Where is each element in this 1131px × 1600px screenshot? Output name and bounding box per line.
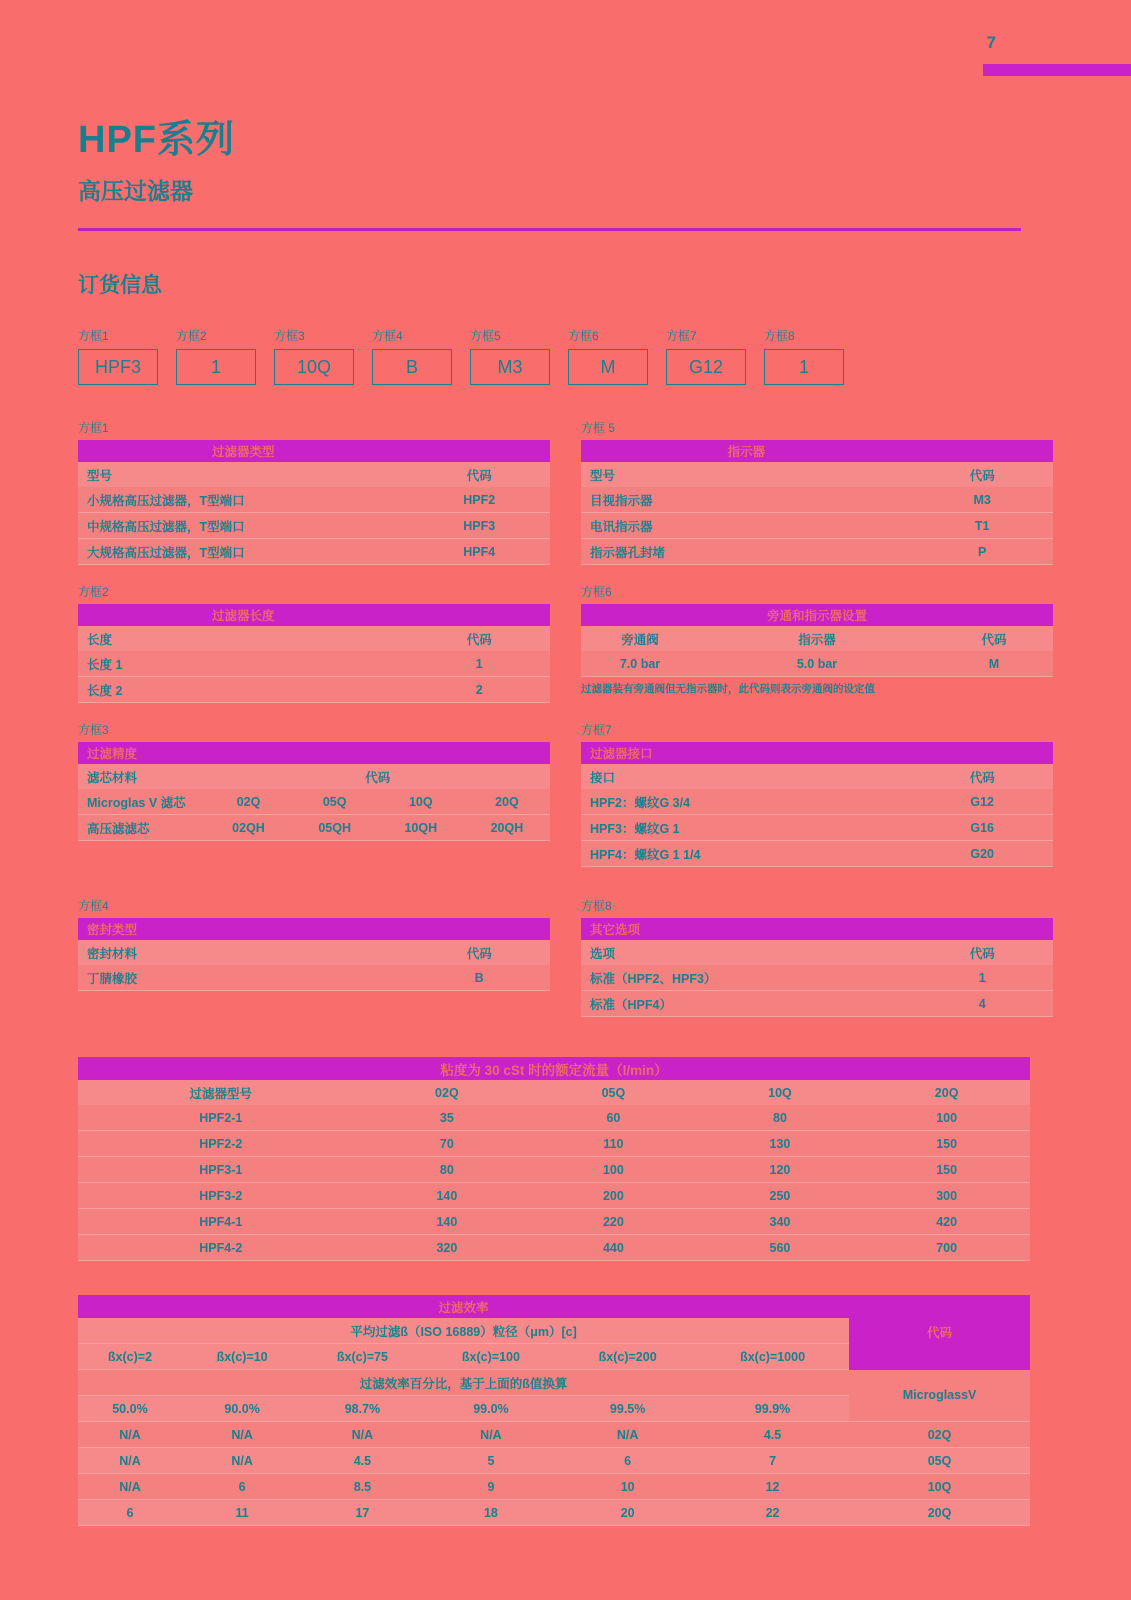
block-box6-caption: 方框6	[581, 585, 612, 599]
eff-row1-v5: N/A	[559, 1422, 696, 1448]
flow-row2-v3: 130	[697, 1131, 864, 1157]
efficiency-percent-caption: 过滤效率百分比，基于上面的ß值换算	[78, 1370, 849, 1396]
box6-row1-code: M	[935, 651, 1053, 677]
box5-row1-code: M3	[911, 487, 1053, 513]
box5-row3-code: P	[911, 539, 1053, 565]
code-box-3-value[interactable]: 10Q	[274, 349, 354, 385]
block-box4-caption: 方框4	[78, 899, 109, 913]
code-box-8-label: 方框8	[764, 329, 795, 343]
box3-row2-code2: 05QH	[292, 815, 378, 841]
eff-row1-v1: N/A	[78, 1422, 182, 1448]
block-box7	[581, 721, 1053, 867]
block-box3	[78, 721, 550, 867]
block-box6	[581, 583, 1053, 703]
block-box1	[78, 419, 550, 565]
table-row	[78, 677, 550, 703]
eff-row1-code: 02Q	[849, 1422, 1030, 1448]
box3-col-code: 代码	[205, 764, 550, 789]
flow-row6-v4: 700	[863, 1235, 1030, 1261]
code-box-6-label: 方框6	[568, 329, 599, 343]
code-box-8-value[interactable]: 1	[764, 349, 844, 385]
box1-table	[78, 440, 550, 565]
table-row	[78, 487, 550, 513]
flow-row1-v2: 60	[530, 1105, 697, 1131]
flow-rate-col-2: 05Q	[530, 1080, 697, 1105]
eff-row1-v2: N/A	[182, 1422, 302, 1448]
box6-col-bypass: 旁通阀	[581, 626, 699, 651]
box4-subheader-row	[78, 940, 550, 965]
flow-row1-v4: 100	[863, 1105, 1030, 1131]
box1-col-model: 型号	[78, 462, 408, 487]
box8-col-code: 代码	[911, 940, 1053, 965]
table-row	[78, 1422, 1030, 1448]
box6-header-spacer-left	[581, 604, 699, 626]
section-title: 订货信息	[78, 274, 162, 297]
table-row	[78, 1474, 1030, 1500]
box5-col-model: 型号	[581, 462, 911, 487]
box1-header-spacer	[408, 440, 550, 462]
table-row	[78, 1500, 1030, 1526]
eff-row4-v5: 20	[559, 1500, 696, 1526]
box7-row3-code: G20	[911, 841, 1053, 867]
box6-note: 过滤器装有旁通阀但无指示器时，此代码则表示旁通阀的设定值	[581, 683, 875, 695]
efficiency-percent-3: 98.7%	[302, 1396, 422, 1422]
flow-row2-v2: 110	[530, 1131, 697, 1157]
box7-row2-name: HPF3：螺纹G 1	[581, 815, 911, 841]
eff-row2-v4: 5	[423, 1448, 560, 1474]
eff-row3-v6: 12	[696, 1474, 849, 1500]
flow-row3-model: HPF3-1	[78, 1157, 364, 1183]
flow-rate-title: 粘度为 30 cSt 时的额定流量（l/min）	[78, 1057, 1030, 1080]
efficiency-beta-col-1: ßx(c)=2	[78, 1344, 182, 1370]
box3-row2-code1: 02QH	[205, 815, 291, 841]
box1-header-row	[78, 440, 550, 462]
box6-table	[581, 604, 1053, 677]
block-box2	[78, 583, 550, 703]
block-box2-caption: 方框2	[78, 585, 109, 599]
efficiency-percent-5: 99.5%	[559, 1396, 696, 1422]
box2-table	[78, 604, 550, 703]
box6-col-code: 代码	[935, 626, 1053, 651]
box3-row1-code1: 02Q	[205, 789, 291, 815]
efficiency-beta-col-6: ßx(c)=1000	[696, 1344, 849, 1370]
flow-row6-v3: 560	[697, 1235, 864, 1261]
code-box-6	[568, 327, 648, 385]
box7-col-model: 接口	[581, 764, 911, 789]
box8-header-title: 其它选项	[581, 918, 1053, 940]
table-row	[78, 1157, 1030, 1183]
flow-rate-col-3: 10Q	[697, 1080, 864, 1105]
box6-row1-indicator: 5.0 bar	[699, 651, 935, 677]
table-row	[581, 991, 1053, 1017]
efficiency-beta-caption: 平均过滤ß（ISO 16889）粒径（μm）[c]	[78, 1318, 849, 1344]
box7-row2-code: G16	[911, 815, 1053, 841]
efficiency-percent-1: 50.0%	[78, 1396, 182, 1422]
eff-row4-v4: 18	[423, 1500, 560, 1526]
box8-subheader-row	[581, 940, 1053, 965]
efficiency-beta-col-3: ßx(c)=75	[302, 1344, 422, 1370]
flow-row4-model: HPF3-2	[78, 1183, 364, 1209]
efficiency-title-row	[78, 1295, 1030, 1318]
box6-header-row	[581, 604, 1053, 626]
box3-subheader-row	[78, 764, 550, 789]
code-box-5-label: 方框5	[470, 329, 501, 343]
box1-row1-name: 小规格高压过滤器，T型端口	[78, 487, 408, 513]
box7-row1-name: HPF2：螺纹G 3/4	[581, 789, 911, 815]
box8-header-row	[581, 918, 1053, 940]
table-row	[78, 1131, 1030, 1157]
table-row	[581, 487, 1053, 513]
box5-col-code: 代码	[911, 462, 1053, 487]
box6-header-title: 旁通和指示器设置	[699, 604, 935, 626]
flow-row3-v2: 100	[530, 1157, 697, 1183]
table-row	[581, 539, 1053, 565]
eff-row4-code: 20Q	[849, 1500, 1030, 1526]
box3-row2-code3: 10QH	[378, 815, 464, 841]
eff-row2-v6: 7	[696, 1448, 849, 1474]
box6-subheader-row	[581, 626, 1053, 651]
table-row	[78, 1183, 1030, 1209]
flow-row1-model: HPF2-1	[78, 1105, 364, 1131]
eff-row2-code: 05Q	[849, 1448, 1030, 1474]
code-box-4-label: 方框4	[372, 329, 403, 343]
eff-row3-code: 10Q	[849, 1474, 1030, 1500]
box7-col-code: 代码	[911, 764, 1053, 789]
code-box-7-value[interactable]: G12	[666, 349, 746, 385]
efficiency-code-header: 代码	[849, 1295, 1030, 1370]
box7-header-row	[581, 742, 1053, 764]
efficiency-beta-col-5: ßx(c)=200	[559, 1344, 696, 1370]
box1-row1-code: HPF2	[408, 487, 550, 513]
box8-row1-name: 标准（HPF2、HPF3）	[581, 965, 911, 991]
flow-row5-model: HPF4-1	[78, 1209, 364, 1235]
flow-row2-model: HPF2-2	[78, 1131, 364, 1157]
block-box5-caption: 方框 5	[581, 421, 616, 435]
eff-row3-v3: 8.5	[302, 1474, 422, 1500]
flow-row3-v1: 80	[364, 1157, 531, 1183]
header-accent-bar	[983, 64, 1131, 76]
efficiency-percent-4: 99.0%	[423, 1396, 560, 1422]
efficiency-percent-6: 99.9%	[696, 1396, 849, 1422]
code-box-7-label: 方框7	[666, 329, 697, 343]
table-row	[581, 815, 1053, 841]
box1-row2-name: 中规格高压过滤器，T型端口	[78, 513, 408, 539]
flow-rate-col-4: 20Q	[863, 1080, 1030, 1105]
efficiency-code-sub: MicroglassV	[849, 1370, 1030, 1422]
box6-header-spacer-right	[935, 604, 1053, 626]
title-divider	[78, 228, 1021, 231]
box2-header-spacer	[408, 604, 550, 626]
box8-col-model: 选项	[581, 940, 911, 965]
table-row	[78, 1209, 1030, 1235]
efficiency-beta-col-4: ßx(c)=100	[423, 1344, 560, 1370]
block-box4	[78, 897, 550, 1017]
box5-row1-name: 目视指示器	[581, 487, 911, 513]
box2-col-code: 代码	[408, 626, 550, 651]
code-box-2-value[interactable]: 1	[176, 349, 256, 385]
eff-row4-v2: 11	[182, 1500, 302, 1526]
box1-row3-name: 大规格高压过滤器，T型端口	[78, 539, 408, 565]
box2-row2-name: 长度 2	[78, 677, 408, 703]
table-row	[581, 789, 1053, 815]
box3-row2-name: 高压滤滤芯	[78, 815, 205, 841]
box8-row1-code: 1	[911, 965, 1053, 991]
table-row	[581, 965, 1053, 991]
box1-header-title: 过滤器类型	[78, 440, 408, 462]
box5-row3-name: 指示器孔封堵	[581, 539, 911, 565]
block-box8-caption: 方框8	[581, 899, 612, 913]
code-box-4-value[interactable]: B	[372, 349, 452, 385]
block-box5	[581, 419, 1053, 565]
page-subtitle: 高压过滤器	[78, 178, 193, 204]
flow-row5-v3: 340	[697, 1209, 864, 1235]
flow-rate-col-model: 过滤器型号	[78, 1080, 364, 1105]
code-box-2	[176, 327, 256, 385]
title-group	[0, 0, 1131, 206]
box4-header-title: 密封类型	[78, 918, 550, 940]
flow-row6-model: HPF4-2	[78, 1235, 364, 1261]
eff-row2-v3: 4.5	[302, 1448, 422, 1474]
flow-row4-v3: 250	[697, 1183, 864, 1209]
flow-row6-v1: 320	[364, 1235, 531, 1261]
code-box-2-label: 方框2	[176, 329, 207, 343]
box3-row1-code4: 20Q	[464, 789, 550, 815]
flow-row4-v4: 300	[863, 1183, 1030, 1209]
box4-row1-code: B	[408, 965, 550, 991]
flow-rate-table	[78, 1057, 1030, 1261]
block-box7-caption: 方框7	[581, 723, 612, 737]
table-row	[78, 539, 550, 565]
flow-row3-v4: 150	[863, 1157, 1030, 1183]
table-row	[78, 1448, 1030, 1474]
page-number: 7	[986, 33, 996, 52]
efficiency-table	[78, 1295, 1030, 1526]
eff-row3-v5: 10	[559, 1474, 696, 1500]
box4-header-row	[78, 918, 550, 940]
eff-row3-v1: N/A	[78, 1474, 182, 1500]
code-box-8	[764, 327, 844, 385]
box2-row1-name: 长度 1	[78, 651, 408, 677]
box7-table	[581, 742, 1053, 867]
code-box-3-label: 方框3	[274, 329, 305, 343]
flow-row2-v1: 70	[364, 1131, 531, 1157]
code-box-7	[666, 327, 746, 385]
table-row	[581, 841, 1053, 867]
table-row	[581, 513, 1053, 539]
flow-rate-header-row	[78, 1080, 1030, 1105]
box6-row1-bypass: 7.0 bar	[581, 651, 699, 677]
box5-subheader-row	[581, 462, 1053, 487]
box3-row2-code4: 20QH	[464, 815, 550, 841]
box1-row2-code: HPF3	[408, 513, 550, 539]
box2-header-title: 过滤器长度	[78, 604, 408, 626]
eff-row4-v1: 6	[78, 1500, 182, 1526]
box4-col-model: 密封材料	[78, 940, 408, 965]
flow-row4-v1: 140	[364, 1183, 531, 1209]
box4-row1-name: 丁腈橡胶	[78, 965, 408, 991]
option-blocks-grid	[78, 401, 1053, 1017]
box1-col-code: 代码	[408, 462, 550, 487]
eff-row2-v2: N/A	[182, 1448, 302, 1474]
eff-row1-v3: N/A	[302, 1422, 422, 1448]
box1-row3-code: HPF4	[408, 539, 550, 565]
eff-row2-v1: N/A	[78, 1448, 182, 1474]
box3-col-model: 滤芯材料	[78, 764, 205, 789]
table-row	[581, 651, 1053, 677]
flow-row1-v3: 80	[697, 1105, 864, 1131]
eff-row3-v2: 6	[182, 1474, 302, 1500]
box3-row1-name: Microglas V 滤芯	[78, 789, 205, 815]
box7-row1-code: G12	[911, 789, 1053, 815]
box2-header-row	[78, 604, 550, 626]
code-box-5-value[interactable]: M3	[470, 349, 550, 385]
box7-row3-name: HPF4：螺纹G 1 1/4	[581, 841, 911, 867]
flow-row4-v2: 200	[530, 1183, 697, 1209]
box8-row2-code: 4	[911, 991, 1053, 1017]
box5-row2-code: T1	[911, 513, 1053, 539]
box3-row1-code2: 05Q	[292, 789, 378, 815]
box3-row1-code3: 10Q	[378, 789, 464, 815]
code-box-3	[274, 327, 354, 385]
flow-row1-v1: 35	[364, 1105, 531, 1131]
box2-subheader-row	[78, 626, 550, 651]
box5-table	[581, 440, 1053, 565]
efficiency-table-wrapper	[78, 1295, 1030, 1526]
efficiency-title: 过滤效率	[78, 1295, 849, 1318]
box5-row2-name: 电讯指示器	[581, 513, 911, 539]
eff-row3-v4: 9	[423, 1474, 560, 1500]
flow-rate-table-wrapper	[78, 1057, 1030, 1261]
eff-row1-v4: N/A	[423, 1422, 560, 1448]
table-row	[78, 513, 550, 539]
flow-rate-title-row	[78, 1057, 1030, 1080]
flow-row5-v4: 420	[863, 1209, 1030, 1235]
box5-header-title: 指示器	[581, 440, 911, 462]
box1-subheader-row	[78, 462, 550, 487]
box2-col-model: 长度	[78, 626, 408, 651]
eff-row4-v3: 17	[302, 1500, 422, 1526]
flow-row3-v3: 120	[697, 1157, 864, 1183]
code-box-6-value[interactable]: M	[568, 349, 648, 385]
table-row	[78, 789, 550, 815]
efficiency-percent-2: 90.0%	[182, 1396, 302, 1422]
code-box-5	[470, 327, 550, 385]
table-row	[78, 651, 550, 677]
box5-header-spacer	[911, 440, 1053, 462]
box8-table	[581, 918, 1053, 1017]
box3-header-row	[78, 742, 550, 764]
flow-row6-v2: 440	[530, 1235, 697, 1261]
block-box1-caption: 方框1	[78, 421, 109, 435]
order-code-boxes	[78, 327, 1131, 385]
table-row	[78, 1235, 1030, 1261]
box3-table	[78, 742, 550, 841]
box3-header-title: 过滤精度	[78, 742, 550, 764]
box2-row2-code: 2	[408, 677, 550, 703]
block-box8	[581, 897, 1053, 1017]
table-row	[78, 965, 550, 991]
box7-subheader-row	[581, 764, 1053, 789]
code-box-1-label: 方框1	[78, 329, 109, 343]
flow-row5-v1: 140	[364, 1209, 531, 1235]
flow-row2-v4: 150	[863, 1131, 1030, 1157]
box2-row1-code: 1	[408, 651, 550, 677]
code-box-1-value[interactable]: HPF3	[78, 349, 158, 385]
box7-header-title: 过滤器接口	[581, 742, 1053, 764]
box4-col-code: 代码	[408, 940, 550, 965]
box4-table	[78, 918, 550, 991]
box8-row2-name: 标准（HPF4）	[581, 991, 911, 1017]
flow-row5-v2: 220	[530, 1209, 697, 1235]
eff-row1-v6: 4.5	[696, 1422, 849, 1448]
flow-rate-col-1: 02Q	[364, 1080, 531, 1105]
efficiency-percent-caption-row	[78, 1370, 1030, 1396]
box6-col-indicator: 指示器	[699, 626, 935, 651]
page-title: HPF系列	[78, 119, 236, 161]
eff-row2-v5: 6	[559, 1448, 696, 1474]
block-box3-caption: 方框3	[78, 723, 109, 737]
code-box-4	[372, 327, 452, 385]
eff-row4-v6: 22	[696, 1500, 849, 1526]
code-box-1	[78, 327, 158, 385]
box5-header-row	[581, 440, 1053, 462]
table-row	[78, 815, 550, 841]
table-row	[78, 1105, 1030, 1131]
efficiency-beta-col-2: ßx(c)=10	[182, 1344, 302, 1370]
